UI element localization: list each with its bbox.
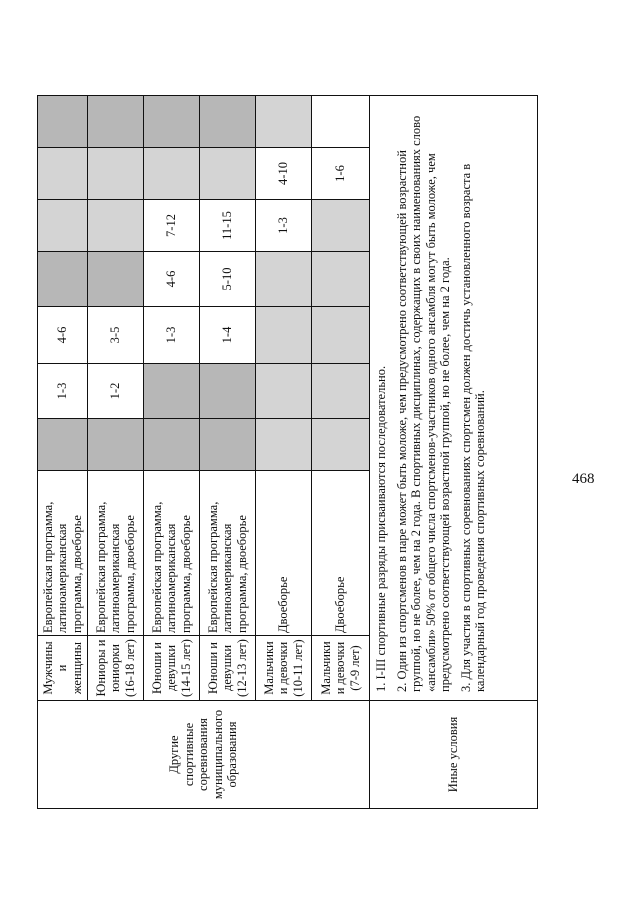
value-cell: 1-4 [200,307,256,364]
value-cell [88,252,144,307]
value-cell [312,200,370,252]
group-label: Другие спортивные соревнования муниципального образования [38,701,370,809]
program-cell: Европейская программа, латиноамериканская программа, двоеборье [144,471,200,636]
program-cell: Двоеборье [312,471,370,636]
page-number: 468 [572,471,595,487]
value-cell [312,364,370,419]
age-cell: Юноши и девушки (12-13 лет) [200,636,256,701]
value-cell: 4-6 [144,252,200,307]
value-cell: 4-6 [38,307,88,364]
value-cell [200,364,256,419]
conditions-row [370,96,538,809]
value-cell [256,364,312,419]
value-cell [144,96,200,148]
value-cell [200,96,256,148]
value-cell [38,419,88,471]
value-cell [88,200,144,252]
value-cell [38,252,88,307]
age-cell: Мальчики и девочки (7-9 лет) [312,636,370,701]
value-cell [88,148,144,200]
value-cell: 5-10 [200,252,256,307]
value-cell: 3-5 [88,307,144,364]
value-cell [312,307,370,364]
value-cell: 7-12 [144,200,200,252]
age-cell: Юниоры и юниорки (16-18 лет) [88,636,144,701]
age-cell: Мальчики и девочки (10-11 лет) [256,636,312,701]
value-cell [256,96,312,148]
value-cell [312,419,370,471]
program-cell: Европейская программа, латиноамериканская программа, двоеборье [88,471,144,636]
value-cell: 1-3 [144,307,200,364]
value-cell [256,252,312,307]
program-cell: Двоеборье [256,471,312,636]
value-cell [38,200,88,252]
age-cell: Юноши и девушки (14-15 лет) [144,636,200,701]
age-cell: Мужчины и женщины [38,636,88,701]
value-cell: 1-3 [256,200,312,252]
ranks-table [37,95,538,809]
value-cell [144,148,200,200]
conditions-text [370,96,538,701]
value-cell [144,364,200,419]
value-cell [312,96,370,148]
condition-item: 1. I-III спортивные разряды присваиваются последовательно. [374,365,388,692]
value-cell [144,419,200,471]
value-cell [256,419,312,471]
program-cell: Европейская программа, латиноамериканская программа, двоеборье [200,471,256,636]
value-cell [38,96,88,148]
conditions-label: Иные условия [370,701,538,809]
value-cell [88,419,144,471]
value-cell: 1-2 [88,364,144,419]
value-cell [312,252,370,307]
table-row [38,96,88,809]
value-cell [88,96,144,148]
value-cell [200,148,256,200]
value-cell: 4-10 [256,148,312,200]
value-cell [256,307,312,364]
value-cell: 11-15 [200,200,256,252]
condition-item: 3. Для участия в спортивных соревнованиях спортсмен должен достичь установленного возраста в календарный год проведения спортивных соревнований. [458,163,487,692]
condition-item: 2. Один из спортсменов в паре может быть моложе, чем предусмотрено соответствующей возрастной группой, но не более, чем на 2 года. В спортивных дисциплинах, содержащих в своих наименованиях слово «ансамбли» 50% от общего числа спортсменов-участников одного ансамбля могут быть моложе, чем предусмотрено соответствующей возрастной группой, но не более, чем на 2 года. [394,115,452,692]
value-cell [200,419,256,471]
value-cell [38,148,88,200]
value-cell: 1-6 [312,148,370,200]
value-cell: 1-3 [38,364,88,419]
program-cell: Европейская программа, латиноамериканская программа, двоеборье [38,471,88,636]
